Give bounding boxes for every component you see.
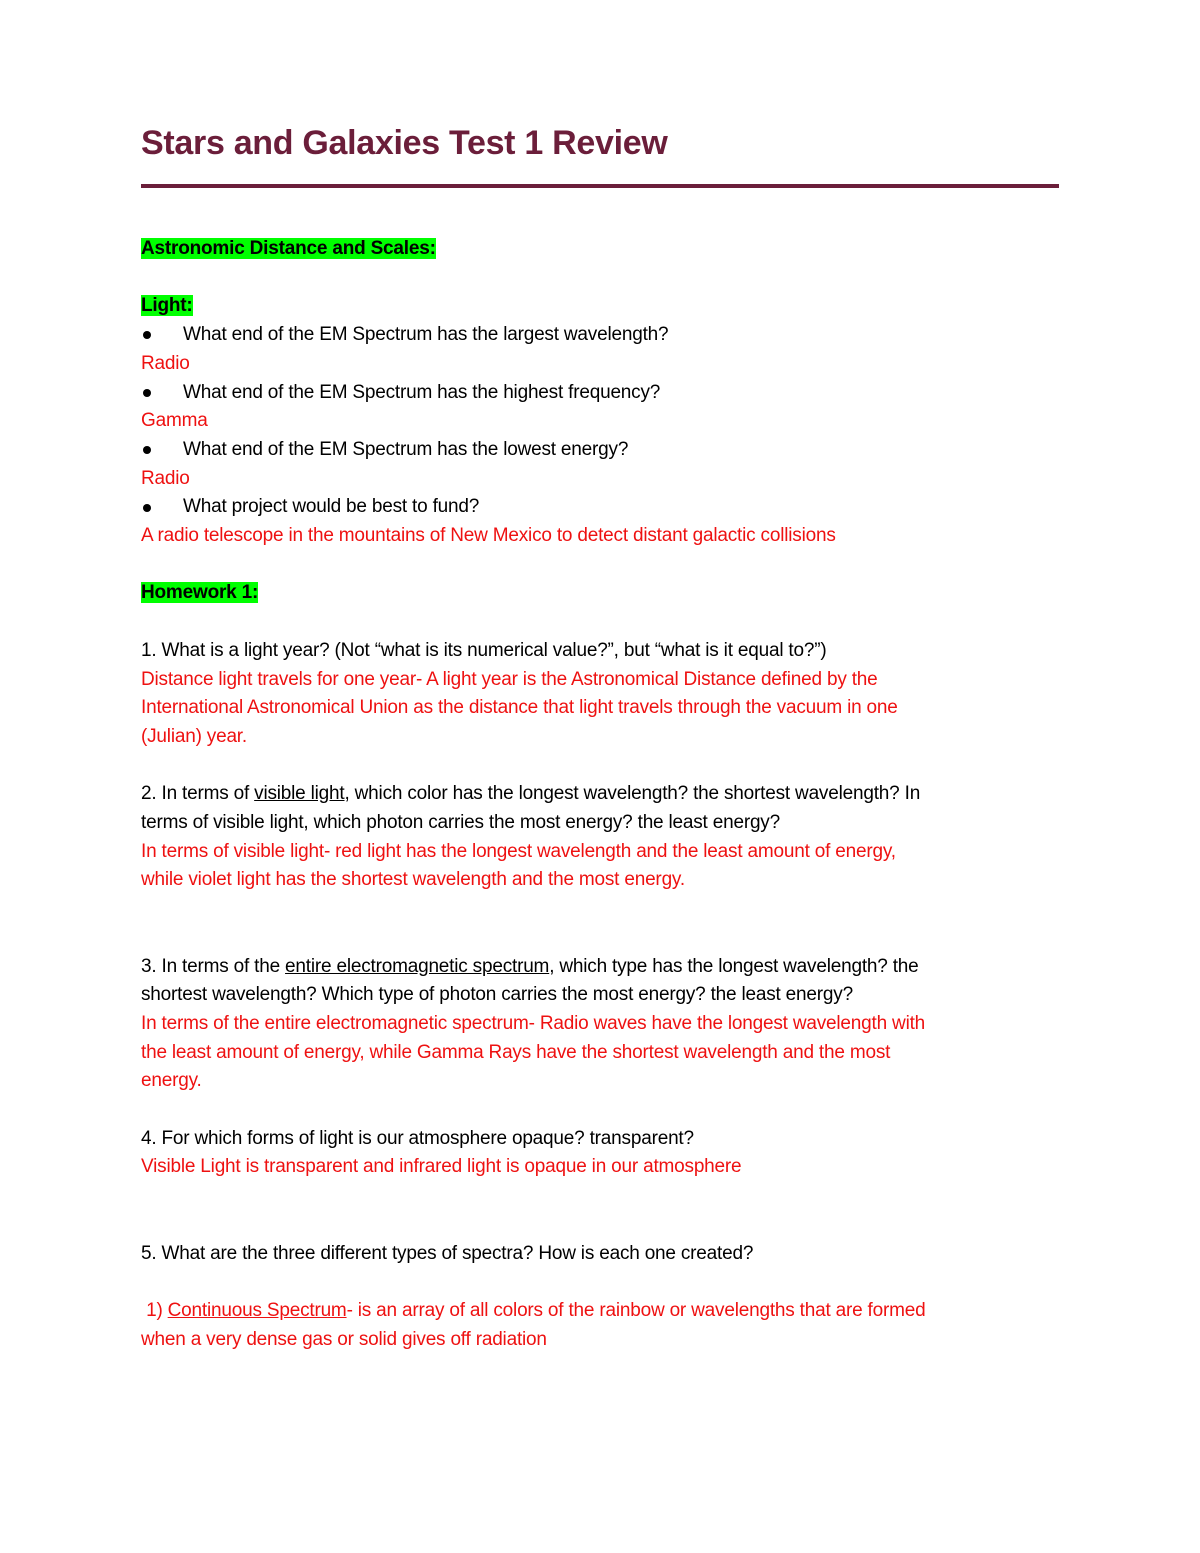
list-item <box>141 493 1061 522</box>
answer-4: Visible Light is transparent and infrared light is opaque in our atmosphere <box>141 1156 742 1178</box>
answer-5-number: 1) <box>141 1299 168 1321</box>
bullet-icon <box>143 446 151 454</box>
question-3-text: , which type has the longest wavelength? the <box>549 955 919 977</box>
bullet-question: What end of the EM Spectrum has the lowest energy? <box>183 438 629 460</box>
question-2-underline: visible light <box>254 783 345 805</box>
bullet-answer: A radio telescope in the mountains of New Mexico to detect distant galactic collisions <box>141 525 836 547</box>
bullet-question: What project would be best to fund? <box>183 496 480 518</box>
bullet-question: What end of the EM Spectrum has the highest frequency? <box>183 381 661 403</box>
answer-3-line: energy. <box>141 1070 202 1092</box>
subheading-light: Light: <box>141 295 193 317</box>
section-heading-homework: Homework 1: <box>141 582 259 604</box>
question-3-text: 3. In terms of the <box>141 955 286 977</box>
bullet-answer: Radio <box>141 467 190 489</box>
answer-5-text: - is an array of all colors of the rainbow or wavelengths that are formed <box>346 1299 926 1321</box>
section-heading-astronomic: Astronomic Distance and Scales: <box>141 238 436 259</box>
answer-3-line: In terms of the entire electromagnetic spectrum- Radio waves have the longest wavelength with <box>141 1012 926 1034</box>
document-page <box>141 118 1061 1354</box>
answer-2-line: while violet light has the shortest wavelength and the most energy. <box>141 869 685 891</box>
bullet-answer: Radio <box>141 352 190 374</box>
question-2-text: , which color has the longest wavelength? the shortest wavelength? In <box>344 783 921 805</box>
bullet-icon <box>143 389 151 397</box>
list-item <box>141 321 1061 350</box>
question-2 <box>141 780 1061 809</box>
question-5: 5. What are the three different types of spectra? How is each one created? <box>141 1242 754 1264</box>
list-item <box>141 379 1061 408</box>
bullet-icon <box>143 504 151 512</box>
question-3-underline: entire electromagnetic spectrum <box>285 955 550 977</box>
answer-2-line: In terms of visible light- red light has the longest wavelength and the least amount of energy, <box>141 840 896 862</box>
answer-1-line: (Julian) year. <box>141 725 247 747</box>
question-2-text: 2. In terms of <box>141 783 255 805</box>
document-title: Stars and Galaxies Test 1 Review <box>141 124 668 162</box>
answer-1-line: Distance light travels for one year- A light year is the Astronomical Distance defined by the <box>141 668 878 690</box>
bullet-icon <box>143 331 151 339</box>
answer-5-underline: Continuous Spectrum <box>167 1299 347 1321</box>
list-item <box>141 436 1061 465</box>
question-4: 4. For which forms of light is our atmosphere opaque? transparent? <box>141 1127 694 1149</box>
answer-3-line: the least amount of energy, while Gamma Rays have the shortest wavelength and the most <box>141 1041 891 1063</box>
question-3 <box>141 953 1061 982</box>
bullet-question: What end of the EM Spectrum has the largest wavelength? <box>183 324 669 346</box>
answer-1-line: International Astronomical Union as the distance that light travels through the vacuum in one <box>141 697 898 719</box>
bullet-answer: Gamma <box>141 410 208 432</box>
question-1: 1. What is a light year? (Not “what is its numerical value?”, but “what is it equal to?”) <box>141 639 827 661</box>
question-3-line2: shortest wavelength? Which type of photon carries the most energy? the least energy? <box>141 984 853 1006</box>
answer-5-line2: when a very dense gas or solid gives off radiation <box>141 1328 547 1350</box>
question-2-line2: terms of visible light, which photon carries the most energy? the least energy? <box>141 812 780 833</box>
answer-5-line <box>141 1297 1061 1326</box>
